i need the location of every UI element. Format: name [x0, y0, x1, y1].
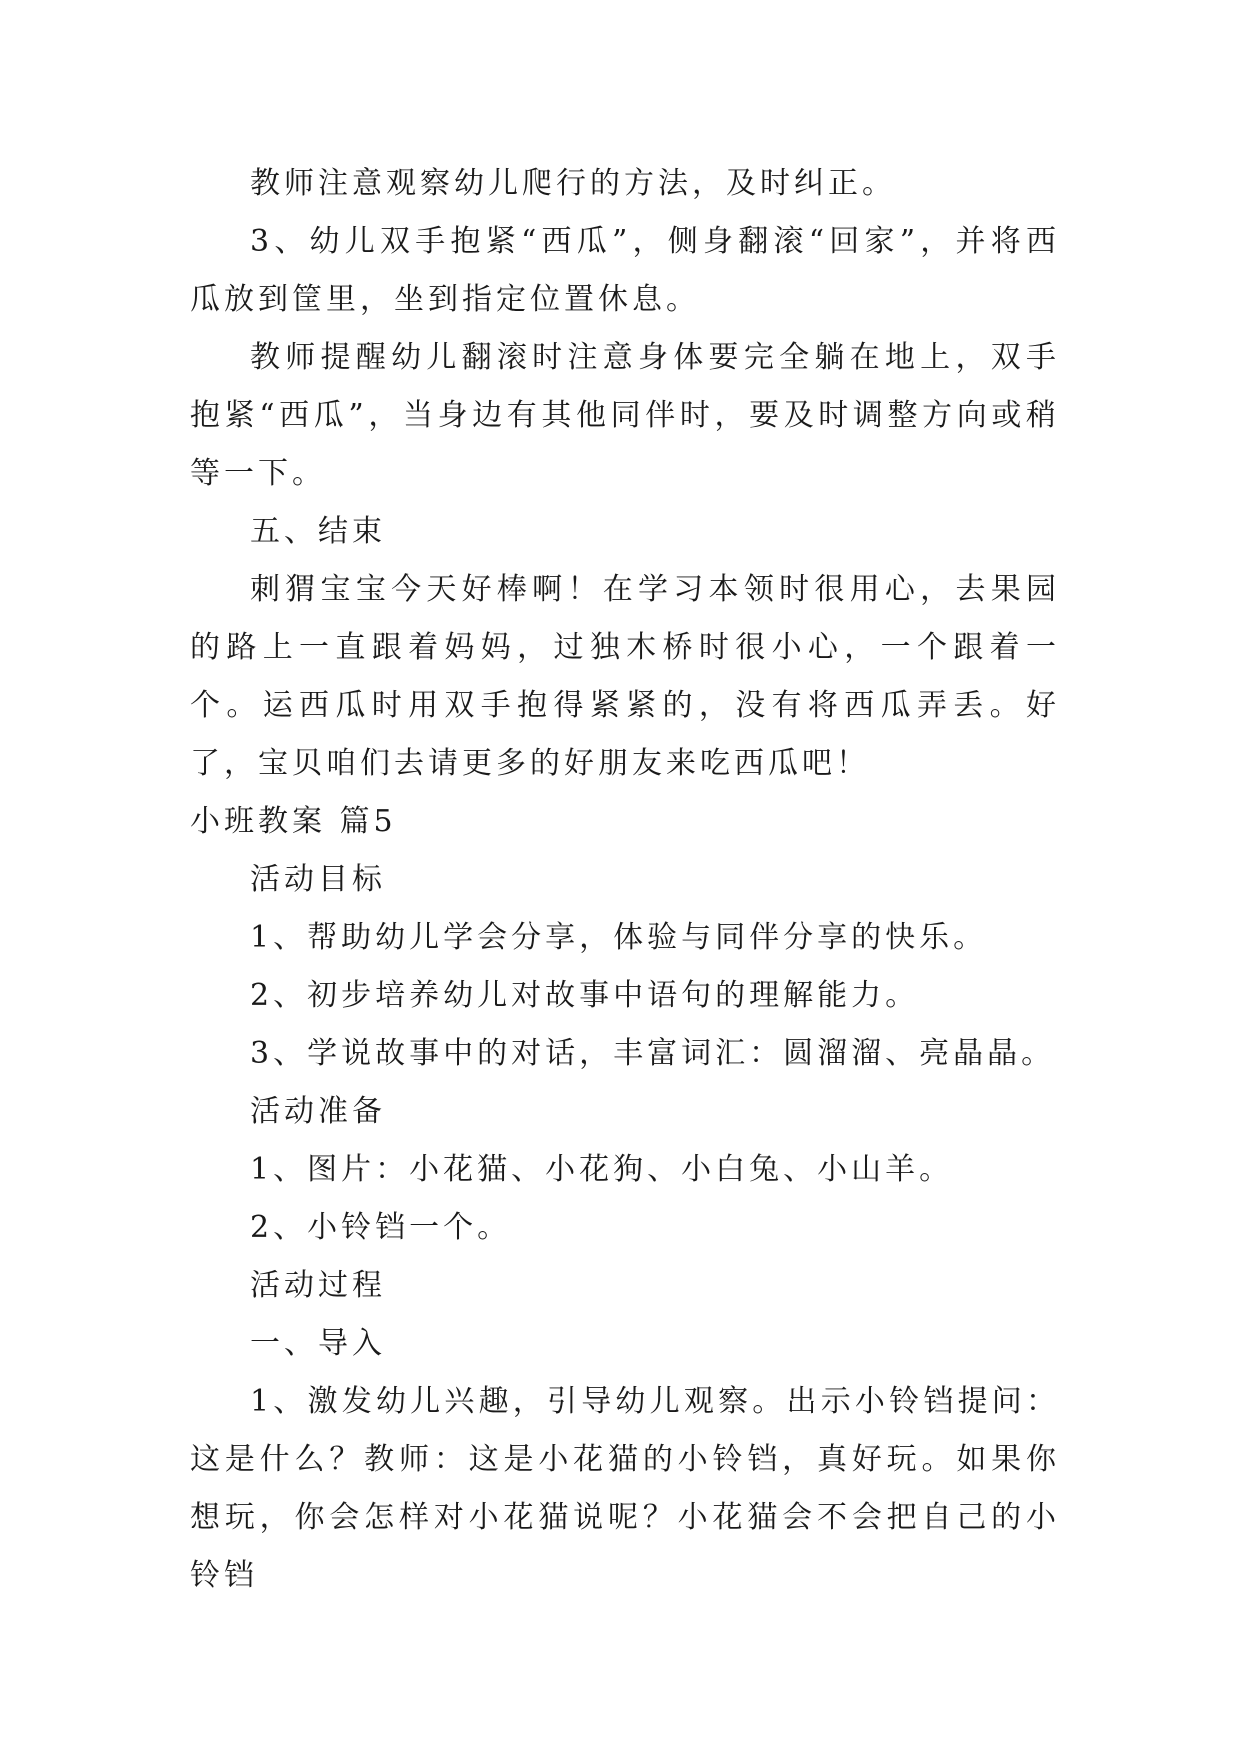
section-heading-activity-process: 活动过程 — [250, 1268, 386, 1303]
paragraph-observe-crawling: 教师注意观察幼儿爬行的方法，及时纠正。 — [250, 166, 896, 201]
section-heading-ending: 五、结束 — [250, 514, 386, 549]
paragraph-step-3-roll-home: 3、幼儿双手抱紧“西瓜”，侧身翻滚“回家”，并将西瓜放到筐里，坐到指定位置休息。 — [190, 224, 1060, 317]
process-step-1: 1、激发幼儿兴趣，引导幼儿观察。出示小铃铛提问：这是什么？教师：这是小花猫的小铃铛，真好玩。如果你想玩，你会怎样对小花猫说呢？小花猫会不会把自己的小铃铛 — [190, 1384, 1060, 1593]
section-heading-activity-preparation: 活动准备 — [250, 1094, 386, 1129]
preparation-item-2: 2、小铃铛一个。 — [250, 1210, 512, 1245]
preparation-item-1: 1、图片：小花猫、小花狗、小白兔、小山羊。 — [250, 1152, 954, 1187]
goal-item-1: 1、帮助幼儿学会分享，体验与同伴分享的快乐。 — [250, 920, 988, 955]
goal-item-2: 2、初步培养幼儿对故事中语句的理解能力。 — [250, 978, 920, 1013]
goal-item-3: 3、学说故事中的对话，丰富词汇：圆溜溜、亮晶晶。 — [250, 1036, 1056, 1071]
document-body — [190, 155, 1060, 1605]
lesson-title-part-5: 小班教案 篇5 — [190, 804, 397, 839]
process-heading-introduction: 一、导入 — [250, 1326, 386, 1361]
paragraph-ending-praise: 刺猬宝宝今天好棒啊！在学习本领时很用心，去果园的路上一直跟着妈妈，过独木桥时很小心，一个跟着一个。运西瓜时用双手抱得紧紧的，没有将西瓜弄丢。好了，宝贝咱们去请更多的好朋友来吃西瓜吧！ — [190, 572, 1060, 781]
section-heading-activity-goals: 活动目标 — [250, 862, 386, 897]
paragraph-teacher-reminder: 教师提醒幼儿翻滚时注意身体要完全躺在地上，双手抱紧“西瓜”，当身边有其他同伴时，要及时调整方向或稍等一下。 — [190, 340, 1060, 491]
